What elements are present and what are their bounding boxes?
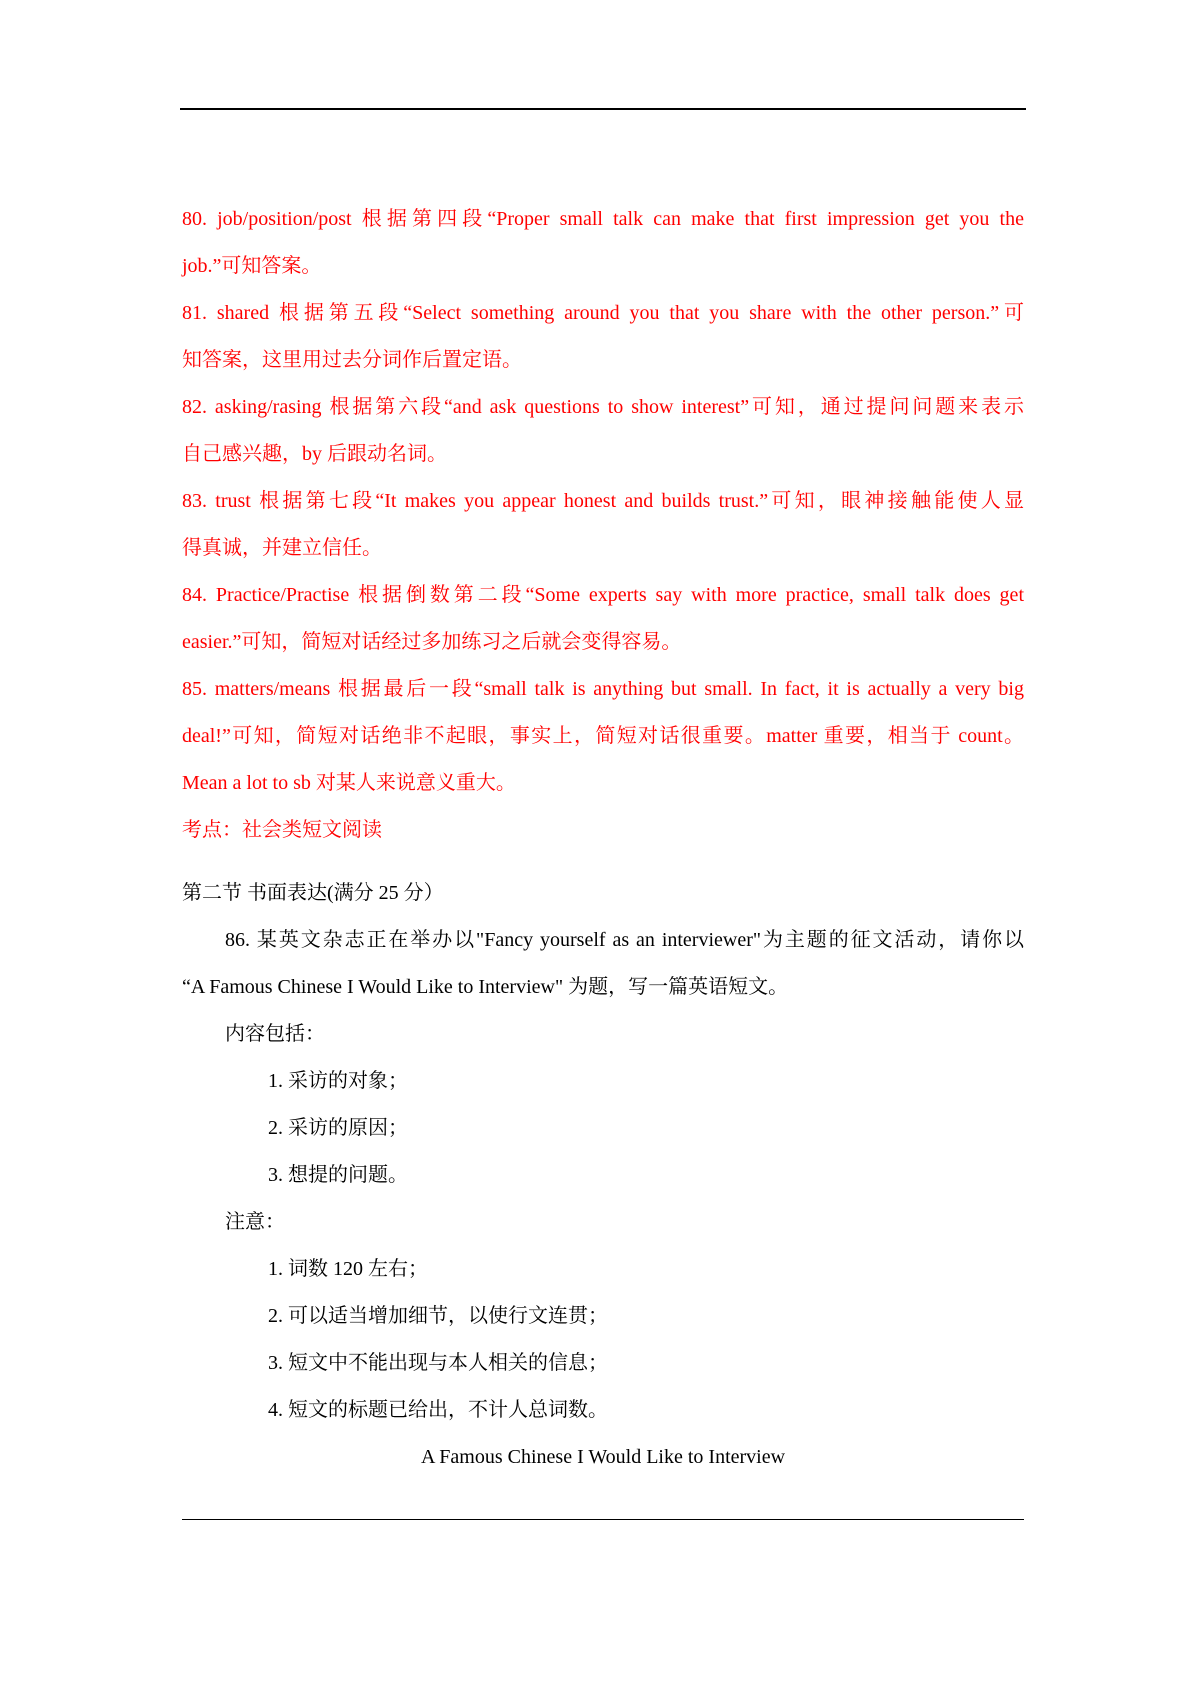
prompt-line-1: 86. 某英文杂志正在举办以"Fancy yourself as an interviewer"为主题的征文活动，请你以 — [225, 929, 1024, 951]
answer-82-line-1: 82. asking/rasing 根据第六段“and ask questions to show interest”可知，通过提问问题来表示 — [182, 396, 1024, 418]
content-label: 内容包括： — [225, 1023, 325, 1045]
answer-83-line-1: 83. trust 根据第七段“It makes you appear honest and builds trust.”可知，眼神接触能使人显 — [182, 490, 1024, 512]
answer-writing-line — [182, 1519, 1024, 1520]
page-header-rule — [180, 108, 1026, 110]
notes-label: 注意： — [225, 1211, 285, 1233]
answer-81-line-1: 81. shared 根据第五段“Select something around you that you share with the other person.”可 — [182, 302, 1024, 324]
writing-section — [182, 870, 1024, 1481]
note-item-3: 3. 短文中不能出现与本人相关的信息； — [268, 1352, 608, 1374]
content-item-1: 1. 采访的对象； — [268, 1070, 408, 1092]
prompt-line-2: “A Famous Chinese I Would Like to Interview" 为题，写一篇英语短文。 — [182, 976, 789, 998]
note-item-4: 4. 短文的标题已给出，不计人总词数。 — [268, 1399, 608, 1421]
section-title: 第二节 书面表达(满分 25 分） — [182, 882, 444, 904]
answer-85-line-1: 85. matters/means 根据最后一段“small talk is anything but small. In fact, it is actually a very big — [182, 678, 1024, 700]
essay-title: A Famous Chinese I Would Like to Interview — [420, 1446, 786, 1468]
answer-85-line-2: deal!”可知，简短对话绝非不起眼，事实上，简短对话很重要。matter 重要，相当于 count。 — [182, 725, 1024, 747]
note-item-2: 2. 可以适当增加细节，以使行文连贯； — [268, 1305, 608, 1327]
answer-85-line-3: Mean a lot to sb 对某人来说意义重大。 — [182, 772, 516, 794]
key-point: 考点：社会类短文阅读 — [182, 819, 382, 841]
answer-80-line-1: 80. job/position/post 根据第四段“Proper small talk can make that first impression get you the — [182, 208, 1024, 230]
content-item-2: 2. 采访的原因； — [268, 1117, 408, 1139]
document-body — [182, 196, 1024, 1481]
content-item-3: 3. 想提的问题。 — [268, 1164, 408, 1186]
answer-81-line-2: 知答案，这里用过去分词作后置定语。 — [182, 349, 522, 371]
answer-explanations — [182, 196, 1024, 854]
answer-84-line-2: easier.”可知，简短对话经过多加练习之后就会变得容易。 — [182, 631, 682, 653]
answer-84-line-1: 84. Practice/Practise 根据倒数第二段“Some experts say with more practice, small talk does get — [182, 584, 1024, 606]
answer-83-line-2: 得真诚，并建立信任。 — [182, 537, 382, 559]
answer-82-line-2: 自己感兴趣，by 后跟动名词。 — [182, 443, 447, 465]
answer-80-line-2: job.”可知答案。 — [182, 255, 322, 277]
note-item-1: 1. 词数 120 左右； — [268, 1258, 428, 1280]
